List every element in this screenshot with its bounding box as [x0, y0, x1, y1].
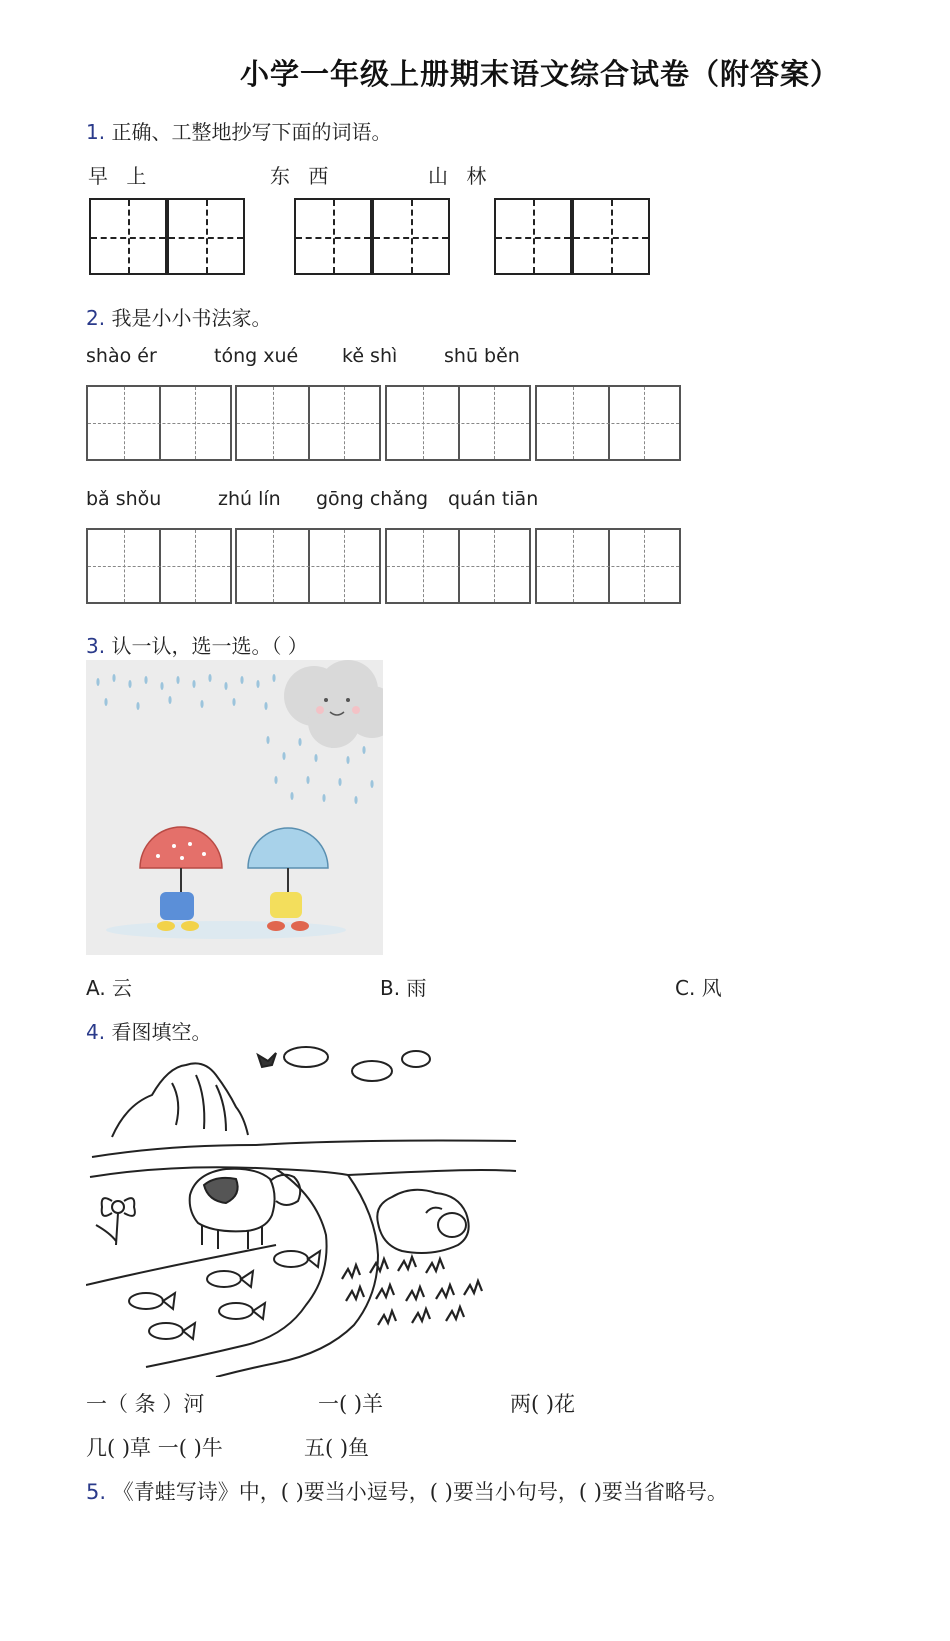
writing-box[interactable] [372, 198, 450, 275]
option-c[interactable] [675, 972, 722, 1001]
fill-blank[interactable]: 五( )鱼 [304, 1436, 370, 1460]
pinyin-label: gōng chǎng [316, 488, 429, 510]
word-label: 早 上 [88, 164, 153, 188]
question-2 [86, 302, 271, 331]
question-3 [86, 630, 308, 659]
pinyin-label: zhú lín [218, 488, 281, 510]
pinyin-label: shū běn [444, 345, 520, 367]
option-letter: A. [86, 976, 106, 1000]
option-text: 云 [112, 976, 133, 1000]
writing-box[interactable] [89, 198, 167, 275]
writing-box-pair[interactable] [385, 385, 531, 461]
page-title: 小学一年级上册期末语文综合试卷（附答案） [240, 57, 841, 91]
writing-box-pair[interactable] [385, 528, 531, 604]
question-text: 我是小小书法家。 [111, 306, 272, 330]
pinyin-label: bǎ shǒu [86, 488, 162, 510]
option-text: 风 [701, 976, 722, 1000]
fill-blank[interactable]: 几( )草 一( )牛 [86, 1436, 223, 1460]
pinyin-label: shào ér [86, 345, 157, 367]
question-text[interactable]: 《青蛙写诗》中，( )要当小逗号，( )要当小句号，( )要当省略号。 [112, 1480, 728, 1504]
question-number: 3. [86, 634, 106, 658]
question-text: 看图填空。 [111, 1020, 212, 1044]
question-number: 5. [86, 1480, 107, 1504]
fill-blank[interactable]: 一（ 条 ）河 [86, 1392, 205, 1416]
pinyin-label: kě shì [342, 345, 398, 367]
pinyin-label: quán tiān [448, 488, 539, 510]
question-text: 认一认，选一选。（ ） [111, 634, 308, 658]
rain-illustration [86, 660, 383, 955]
question-number: 1. [86, 120, 106, 144]
writing-box-pair[interactable] [86, 528, 232, 604]
writing-box-pair[interactable] [86, 385, 232, 461]
option-letter: C. [675, 976, 696, 1000]
writing-box[interactable] [167, 198, 245, 275]
question-1 [86, 116, 391, 145]
landscape-illustration [86, 1045, 526, 1377]
writing-box-pair[interactable] [535, 385, 681, 461]
option-b[interactable] [380, 972, 426, 1001]
option-a[interactable] [86, 972, 132, 1001]
writing-box[interactable] [572, 198, 650, 275]
question-number: 4. [86, 1020, 106, 1044]
word-label: 东 西 [270, 164, 335, 188]
question-text: 正确、工整地抄写下面的词语。 [111, 120, 392, 144]
fill-blank[interactable]: 一( )羊 [318, 1392, 384, 1416]
question-5 [86, 1476, 728, 1506]
writing-box[interactable] [294, 198, 372, 275]
option-text: 雨 [406, 976, 427, 1000]
writing-box-pair[interactable] [235, 528, 381, 604]
writing-box-pair[interactable] [235, 385, 381, 461]
option-letter: B. [380, 976, 401, 1000]
writing-box-pair[interactable] [535, 528, 681, 604]
fill-blank[interactable]: 两( )花 [510, 1392, 576, 1416]
question-number: 2. [86, 306, 106, 330]
pinyin-label: tóng xué [214, 345, 299, 367]
writing-box[interactable] [494, 198, 572, 275]
word-label: 山 林 [428, 164, 493, 188]
question-4 [86, 1016, 211, 1045]
